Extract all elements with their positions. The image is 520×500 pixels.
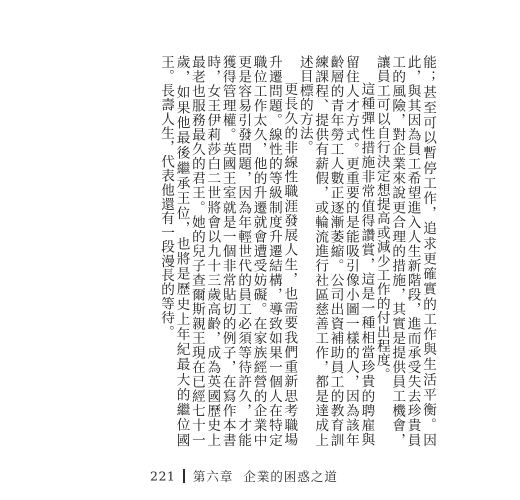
paragraph: 更長久的非線性職涯發展人生，也需要我們重新思考職場升遷問題。線性的等級制度升遷結構，導致如果一個人在特定職位工作太久，他的升遷就會遭受妨礙。在家族經營的企業中更是容易引發問題，因為年輕世代的員工必須等待許久，才能獲得管理權。英國王室就是一個非常貼切的例子，在寫作本書時，女王伊莉莎白二世將會以九十三歲高齡，成為英國歷史上最老也服務最久的君王。她的兒子查爾斯親王現在已經七十一歲，如果他最後繼承王位，也將是歷史上年紀最大的繼位國王。長壽人生，代表他還有一段漫長的等待。 [158,55,298,447]
page-number: 221 [150,468,176,484]
paragraph: 能；甚至可以暫停工作，追求更確實的工作與生活平衡。因此，與其因為員工希望進入人生新階段，進而承受失去珍貴員工的風險，對企業來說更合理的措施，其實是提供員工機會，讓員工可以自行決定想提高或減少工作的付出程度。 [373,55,436,447]
body-text [89,55,435,447]
paragraph: 這種彈性措施非常值得讚賞，這是一種相當珍貴的聘雇與留住人才方式。更重要的是能吸引像小圖一樣的人，因為該年齡層的青年勞工人數正逐漸萎縮。公司出資補助員工的教育訓練課程、提供有薪假，或輪流進行社區慈善工作，都是達成上述目標的方法。 [296,55,375,447]
chapter-label: 第六章 [192,469,234,484]
chapter-title: 企業的困惑之道 [243,469,338,484]
footer-divider [183,469,185,483]
page-footer [150,467,338,485]
